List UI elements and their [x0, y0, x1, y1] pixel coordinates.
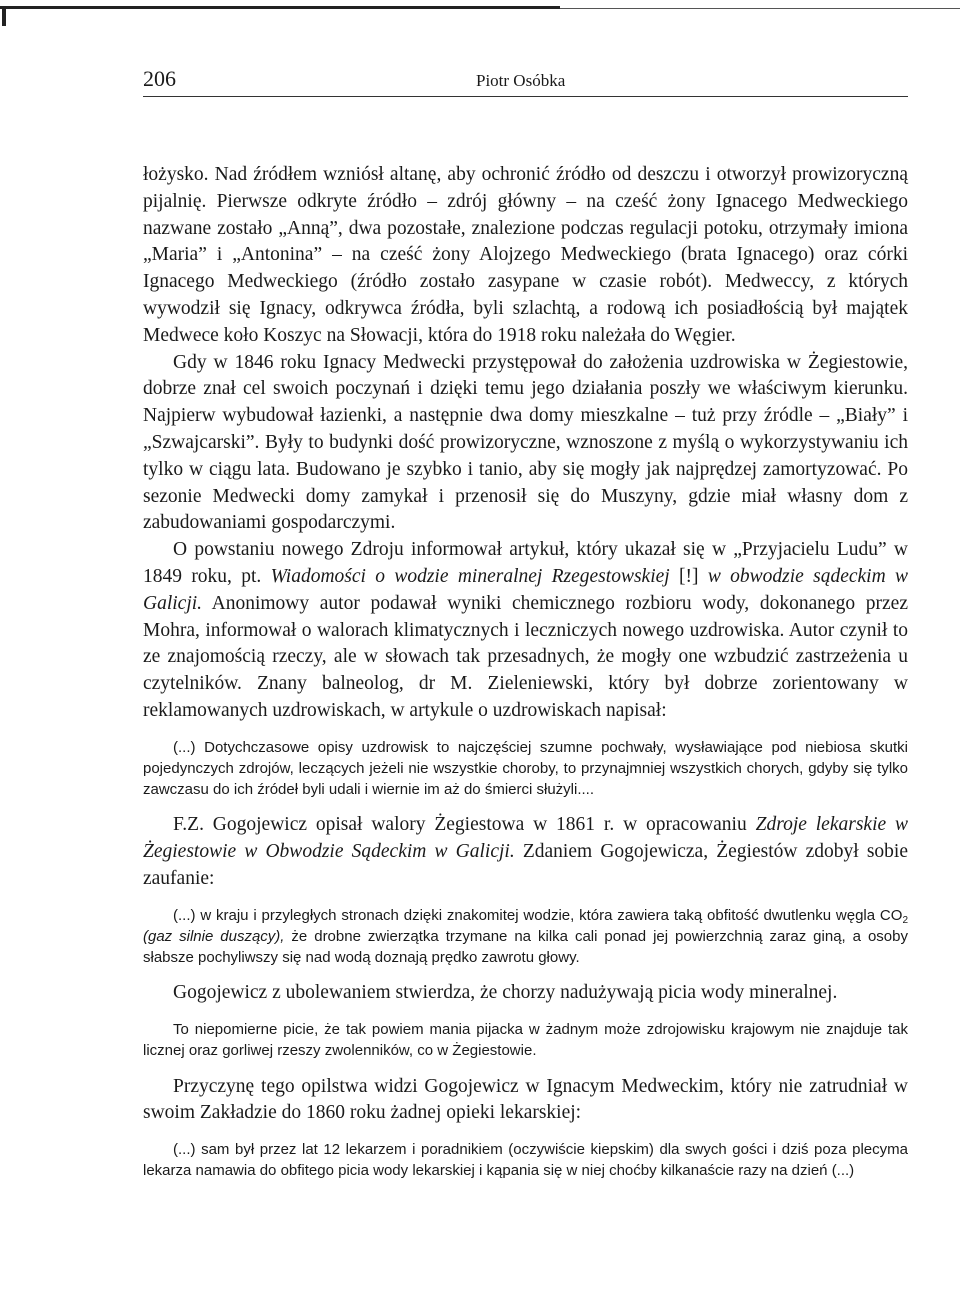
running-header	[143, 66, 908, 97]
paragraph-4-text-a: F.Z. Gogojewicz opisał walory Żegiestowa w 1861 r. w opracowaniu	[173, 814, 756, 836]
quote-2-italic: (gaz silnie duszący),	[143, 927, 285, 945]
page-body	[143, 162, 908, 1182]
scan-edge-top	[0, 6, 560, 9]
scan-edge-left	[2, 6, 6, 26]
quote-2	[143, 905, 908, 969]
page-number: 206	[143, 66, 176, 91]
paragraph-6: Przyczynę tego opilstwa widzi Gogojewicz w Ignacym Medweckim, który nie zatrudniał w swoim Zakładzie do 1860 roku żadnej opieki lekarskiej:	[143, 1075, 908, 1124]
article-title: Wiadomości o wodzie mineralnej Rzegestowskiej	[270, 565, 670, 587]
paragraph-3-text-a: O powstaniu nowego Zdroju informował artykuł, który ukazał się w „Przyjacielu Ludu” w 1849 roku, pt.	[143, 539, 908, 587]
paragraph-3-text-b: Anonimowy autor podawał wyniki chemicznego rozbioru wody, dokonanego przez Mohra, informował o walorach klimatycznych i leczniczych nowego uzdrowiska. Autor czynił to ze znajomością rzeczy, ale w słowach tak przesadnych, że mogły one wzbudzić zastrzeżenia u czytelników. Znany balneolog, dr M. Zieleniewski, który był dobrze zorientowany w reklamowanych uzdrowiskach, w artykule o uzdrowiskach napisał:	[143, 592, 908, 721]
quote-2-text-a: (...) w kraju i przyległych stronach dzięki znakomitej wodzie, która zawiera taką obfitość dwutlenku węgla CO	[173, 906, 903, 924]
running-author: Piotr Osóbka	[476, 71, 566, 90]
paragraph-4	[143, 812, 908, 892]
scan-edge-top-thin	[560, 8, 960, 9]
quote-2-text-b: że drobne zwierzątka trzymane na kilka cali ponad jej powierzchnią zaraz giną, a osoby słabsze pochyliwszy się nad wodą doznają prędko zawrotu głowy.	[143, 927, 908, 967]
paragraph-2: Gdy w 1846 roku Ignacy Medwecki przystępował do założenia uzdrowiska w Żegiestowie, dobrze znał cel swoich poczynań i dzięki temu jego działania poszły we właściwym kierunku. Najpierw wybudował łazienki, a następnie dwa domy mieszkalne – tuż przy źródle – „Biały” i „Szwajcarski”. Były to budynki dość prowizoryczne, wznoszone z myślą o wykorzystywaniu ich tylko w ciągu lata. Budowano je szybko i tanio, aby się mogły jak najprędzej zamortyzować. Po sezonie Medwecki domy zamykał i przenosił się do Muszyny, gdzie miał własny dom z zabudowaniami gospodarczymi.	[143, 351, 908, 534]
paragraph-4-text-b: Zdaniem Gogojewicza, Żegiestów zdobył sobie zaufanie:	[143, 841, 908, 889]
co2-subscript: 2	[902, 914, 908, 926]
paragraph-3-sic: [!]	[669, 565, 708, 587]
paragraph-1: łożysko. Nad źródłem wzniósł altanę, aby ochronić źródło od deszczu i otworzył prowizoryczną pijalnię. Pierwsze odkryte źródło – zdrój główny – na cześć żony Ignacego Medweckiego nazwane zostało „Anną”, dwa pozostałe, znalezione podczas regulacji potoku, otrzymały imiona „Maria” i „Antonina” – na cześć żony Alojzego Medweckiego (brata Ignacego) oraz córki Ignacego Medweckiego (źródło zostało zasypane w czasie robót). Medweccy, z których wywodził się Ignacy, odkrywca źródła, byli szlachtą, a rodową ich posiadłością był majątek Medwece koło Koszyc na Słowacji, która do 1918 roku należała do Węgier.	[143, 164, 908, 346]
quote-4: (...) sam był przez lat 12 lekarzem i poradnikiem (oczywiście kiepskim) dla swych gości i dziś poza plecyma lekarza namawia do obfitego picia wody lekarskiej i kąpania się w niej choćby kilkanaście razy na dzień (...)	[143, 1141, 908, 1180]
paragraph-5: Gogojewicz z ubolewaniem stwierdza, że chorzy nadużywają picia wody mineralnej.	[173, 982, 838, 1004]
work-title: Zdroje lekarskie w Żegiestowie w Obwodzie Sądeckim w Galicji.	[143, 814, 909, 863]
quote-3: To niepomierne picie, że tak powiem mania pijacka w żadnym może zdrojowisku krajowym nie znajduje tak licznej oraz gorliwej rzeszy zwolenników, co w Żegiestowie.	[143, 1021, 908, 1060]
article-title-cont: w obwodzie sądeckim w Galicji.	[143, 565, 908, 614]
paragraph-3	[143, 537, 908, 725]
quote-1: (...) Dotychczasowe opisy uzdrowisk to najczęściej szumne pochwały, wysławiające pod niebiosa skutki pojedynczych zdrojów, leczących jeżeli nie wszystkie choroby, to przynajmniej wszystkich chorych, gdyby się tylko zawczasu do ich źródeł byli udali i wiernie im aż do śmierci służyli....	[143, 738, 908, 799]
